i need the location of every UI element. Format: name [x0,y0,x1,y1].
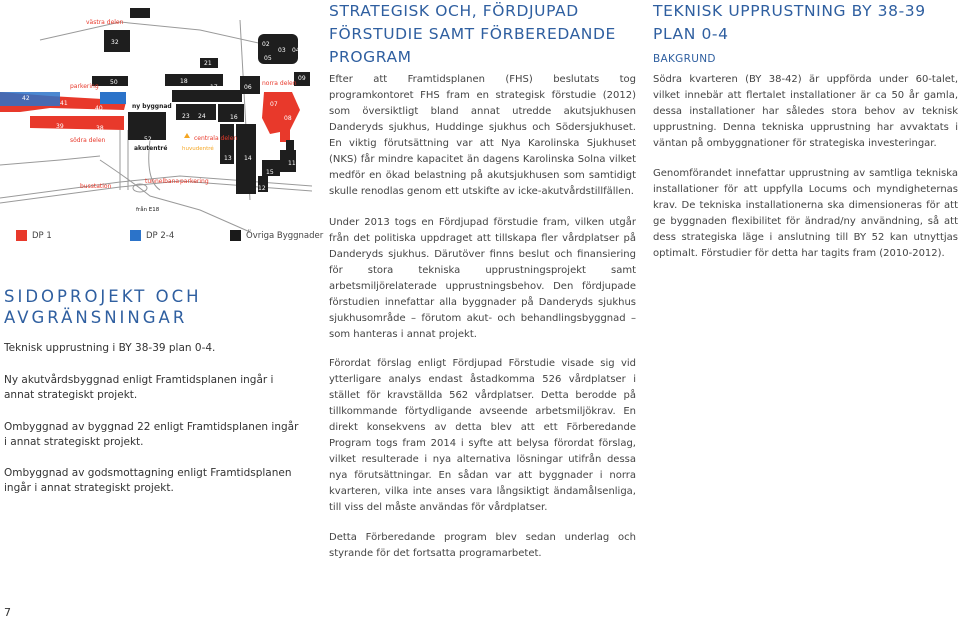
legend-label-dp1: DP 1 [32,230,52,241]
legend-swatch-dp1 [16,230,27,241]
legend-swatch-ovriga [230,230,241,241]
bnum: 15 [266,169,274,176]
bnum: 24 [198,113,206,120]
right-heading-line2: PLAN 0-4 [653,25,729,43]
bnum: 14 [244,155,252,162]
page-number: 7 [4,606,11,619]
middle-paragraph-1: Efter att Framtidsplanen (FHS) beslutats tog programkontoret FHS fram en strategisk förstudie (2012) som översiktligt bland annat utredde akutsjukhusen Danderyds sjukhus, Huddinge sjukhus och Södersjukhuset. En viktig förutsättning var att Nya Karolinska Sjukhuset (NKS) får mindre kapacitet än dagens Karolinska Solna vilket medför en ökad belastning på akutsjukhusen som samtidigt skulle renodlas genom ett utskifte av icke-akutvårdstillfällen. [329,74,636,197]
label-vastra-delen: västra delen [86,19,124,26]
bnum: 39 [56,123,64,130]
legend-dp1 [16,230,52,241]
bnum: 18 [180,78,188,85]
bnum: 52 [144,136,152,143]
bnum: 32 [111,39,119,46]
bnum: 08 [284,115,292,122]
bnum: 21 [204,60,212,67]
bnum: 50 [110,79,118,86]
legend-label-dp24: DP 2-4 [146,230,175,241]
label-huvudentre: huvudentré [182,146,214,152]
bnum: 22 [170,125,178,132]
bnum: 11 [288,160,296,167]
bnum: 42 [22,95,30,102]
middle-heading-line3: PROGRAM [329,48,412,66]
legend-dp24 [130,230,174,241]
bnum: 01 [262,67,270,74]
label-ny-byggnad: ny byggnad [132,103,172,110]
label-sodra-delen: södra delen [70,137,106,144]
legend-ovriga [230,230,323,241]
label-fran-e18: från E18 [136,207,160,213]
middle-heading-line2: FÖRSTUDIE SAMT FÖRBEREDANDE [329,25,616,43]
label-parkering-south: parkering [180,178,209,185]
right-heading [653,0,958,46]
right-subheading: BAKGRUND [653,53,716,65]
bnum: 10 [272,145,280,152]
middle-paragraph-3: Förordat förslag enligt Fördjupad Förstudie visade sig vid ytterligare analys endast åstadkomma 526 vårdplatser i stället för kravställda 562 vårdplatser. Detta berodde på tillkommande förtydligande avseende arbetsmiljökrav. En direkt konsekvens av detta blev att ett Förberedande Program togs fram 2014 i syfte att belysa förordat förslag, vilket resulterade i nya alternativa lösningar utifrån dessa nya förutsättningar. En sådan var att byggnader i norra kvarteren, vilka inte anses vara långsiktigt ändamålsenliga, till viss del måste användas för vårdplatser. [329,358,636,513]
middle-paragraph-4: Detta Förberedande program blev sedan underlag och styrande för det fortsatta programarbetet. [329,532,636,559]
middle-heading [329,0,639,69]
left-heading [4,286,304,328]
bnum: 40 [95,105,103,112]
bnum: 13 [224,155,232,162]
legend-label-ovriga: Övriga Byggnader [246,230,324,241]
left-paragraph-1: Teknisk upprustning i BY 38-39 plan 0-4. [4,342,216,354]
left-paragraph-3: Ombyggnad av byggnad 22 enligt Framtidsplanen ingår i annat strategiskt projekt. [4,421,299,448]
right-paragraph-1: Södra kvarteren (BY 38-42) är uppförda under 60-talet, vilket innebär att flertalet installationer är ca 50 år gamla, dessa installationer har således stora behov av teknisk upprustning. Denna tekniska upprustning har avvaktats i väntan på ombyggnationer för strategiska investeringar. [653,74,958,149]
bnum: 26 [212,125,220,132]
bnum: 17 [210,84,218,91]
entrance-arrow-icon [184,133,190,138]
bnum: 38 [96,125,104,132]
bnum: 23 [182,113,190,120]
label-tunnelbana: tunnelbana [145,178,180,185]
bnum: 07 [270,101,278,108]
site-map [0,0,312,262]
middle-heading-line1: STRATEGISK OCH, FÖRDJUPAD [329,2,579,20]
bnum: 06 [244,84,252,91]
label-norra-delen: norra delen [262,80,297,87]
bnum: 16 [230,114,238,121]
label-parkering-west: parkering [70,83,99,90]
left-paragraph-2: Ny akutvårdsbyggnad enligt Framtidsplanen ingår i annat strategiskt projekt. [4,374,274,401]
right-paragraph-2: Genomförandet innefattar upprustning av samtliga tekniska installationer för att uppfylla Locums och myndigheternas krav. De tekniska installationerna ska dimensioneras för att ge byggnaden flexibilitet för ändrad/ny användning, så att dess strategiska läge i anslutning till BY 52 kan utnyttjas optimalt. Förstudier för detta har tagits fram (2010-2012). [653,168,958,259]
bnum: 12 [258,185,266,192]
left-heading-line1: SIDOPROJEKT OCH [4,287,202,306]
bnum: 05 [264,55,272,62]
bnum: 25 [190,125,198,132]
bnum: 03 [278,47,286,54]
label-centrala-delen: centrala delen [194,135,238,142]
legend-swatch-dp24 [130,230,141,241]
label-busstation: busstation [80,183,112,190]
left-paragraph-4: Ombyggnad av godsmottagning enligt Framtidsplanen ingår i annat strategiskt projekt. [4,467,292,494]
bnum: 04 [292,47,300,54]
label-akutentre: akutentré [134,145,168,152]
bnum: 41 [60,100,68,107]
middle-paragraph-2: Under 2013 togs en Fördjupad förstudie fram, vilken utgår från det politiska uppdraget att tillskapa fler vårdplatser på Danderyds sjukhus. Därutöver finns beslut och finansiering för stora tekniska upprustningsprojekt samt arbetsmiljörelaterade upprustningsbehov. Den fördjupade förstudien innefattar alla byggnader på Danderyds sjukhus sjukhusområde – förutom akut- och behandlingsbyggnad – som hanteras i annat projekt. [329,217,636,340]
bnum: 02 [262,41,270,48]
right-heading-line1: TEKNISK UPPRUSTNING BY 38-39 [653,2,926,20]
bnum: 09 [298,75,306,82]
left-heading-line2: AVGRÄNSNINGAR [4,308,188,327]
